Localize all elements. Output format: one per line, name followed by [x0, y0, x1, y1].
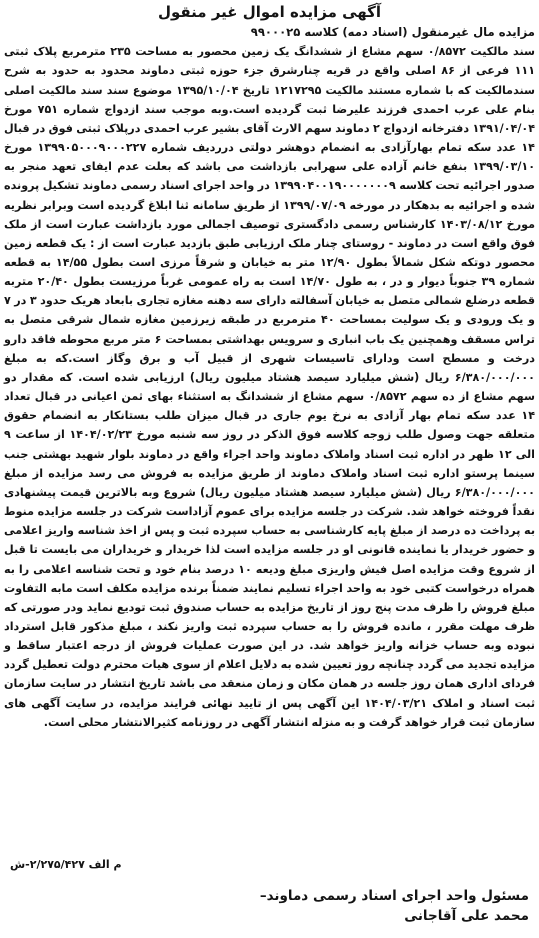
- notice-title: آگهی مزایده اموال غیر منقول: [157, 3, 382, 21]
- signature-title: مسئول واحد اجرای اسناد رسمی دماوند–: [259, 888, 529, 904]
- notice-footer: [4, 858, 535, 933]
- notice-body: سند مالکیت ۰/۸۵۷۲ سهم مشاع از ششدانگ یک زمین محصور به مساحت ۲۳۵ مترمربع پلاک ثبتی ۱۱۱ فرعی از ۸۶ اصلی واقع در قریه چنارشرق جزء حوزه ثبتی دماوند محدود به حدود به شرح سندمالکیت که با شماره مستند مالکیت ۱۲۱۷۲۹۵ تاریخ ۱۳۹۵/۱۰/۰۴ موضوع سند سند مالکیت اصلی بنام علی عرب احمدی فرزند علیرضا ثبت گردیده است.وبه موجب سند ازدواج شماره ۷۵۱ مورخ ۱۳۹۱/۰۴/۰۴ دفترخانه ازدواج ۲ دماوند سهم الارث آقای بشیر عرب احمدی درپلاک ثبتی فوق در قبال ۱۴ عدد سکه تمام بهارآزادی به انضمام دوهشر دولتی دررديف شماره ۱۳۹۹۰۵۰۰۰۹۰۰۰۲۲۷ مورخ ۱۳۹۹/۰۳/۱۰ بنفع خانم آزاده علی سهرابی بازداشت می باشد که بعلت عدم ایفای تعهد منجر به صدور اجرائیه تحت کلاسه ۱۳۹۹۰۴۰۰۱۹۰۰۰۰۰۰۰۹ در واحد اجرای اسناد رسمی دماوند تشکیل پرونده شده و اجرائیه به بدهکار در مورخه ۱۳۹۹/۰۷/۰۹ از طریق سامانه ثنا ابلاغ گردیده است وبرابر نظریه مورخ ۱۴۰۳/۰۸/۱۲ کارشناس رسمی دادگستری توصیف اجمالی مورد بازداشت عبارت است از ملک فوق واقع است در دماوند - روستای چنار ملک ارزیابی طبق بازدید عبارت است از : یک قطعه زمین محصور دوتکه شکل شمالاً بطول ۱۲/۹۰ متر به خیابان و شرقاً مرزی است بطول ۱۴/۵۵ به قطعه شماره ۳۹ جنوباً دیوار و در ، به طول ۱۴/۷۰ است به راه عمومی غرباً مرزیست بطول ۲۰/۴۰ متربه قطعه درضلع شمالی متصل به خیابان آسفالته دارای سه دهنه مغازه تجاری بابعاد هریک حدود ۳ در ۷ و یک ورودی و یک سولیت بمساحت ۴۰ مترمربع در طبقه زیرزمین مغازه شمال شرقی متصل به تراس مسقف وهمچنین یک باب انباری و سرویس بهداشتی بمساحت ۶ متر مربع محوطه فاقد دارو درخت و مسطح است ودارای تاسیسات شهری از قبیل آب و برق وگاز است.که به مبلغ ۶/۳۸۰/۰۰۰/۰۰۰ ریال (شش میلیارد سیصد هشتاد میلیون ریال) ارزیابی شده است. که مقدار دو سهم مشاع از ده سهم ۰/۸۵۷۲ سهم مشاع از ششدانگ به استثناء بهای ثمن اعیانی در قبال تعداد ۱۴ عدد سکه تمام بهار آزادی به نرخ یوم جاری در قبال میزان طلب بستانکار به انضمام حقوق متعلقه جهت وصول طلب زوجه کلاسه فوق الذکر در روز سه شنبه مورخ ۱۴۰۴/۰۲/۲۳ از ساعت ۹ الی ۱۲ ظهر در اداره ثبت اسناد واملاک دماوند واحد اجراء واقع در دماوند بلوار شهید بهشتی جنب سینما پرستو اداره ثبت اسناد واملاک دماوند از طریق مزایده به فروش می رسد مزایده از مبلغ ۶/۳۸۰/۰۰۰/۰۰۰ ریال (شش میلیارد سیصد هشتاد میلیون ریال) شروع وبه بالاترین قیمت پیشنهادی نقداً فروخته خواهد شد. شرکت در جلسه مزایده برای عموم آزاداست شرکت در جلسه مزایده منوط به پرداخت ده درصد از مبلغ پایه کارشناسی به حساب سپرده ثبت و پس از اخذ شناسه واریز اعلامی و حضور خریدار یا نماینده قانونی او در جلسه مزایده است لذا خریدار و خریداران می بایست تا قبل از شروع وقت مزایده اصل فیش واریزی مبلغ ودیعه ۱۰ درصد بنام خود و تحت شناسه اعلامی را به همراه درخواست کتبی خود به واحد اجراء تسلیم نمایند ضمناً برنده مزایده مکلف است مابه التفاوت مبلغ فروش را ظرف مدت پنج روز از تاریخ مزایده به حساب صندوق ثبت تودیع نماید ودر صورتی که ظرف مهلت مقرر ، مانده فروش را به حساب سپرده ثبت واریز نکند ، مبلغ مذکور قابل استرداد نبوده وبه حساب خزانه واریز خواهد شد. در این صورت عملیات فروش از درجه اعتبار ساقط و مزایده تجدید می گردد چنانچه روز تعیین شده به دلایل اعلام از سوی هیات محترم دولت تعطیل گردد فردای اداری همان روز جلسه در همان مکان و زمان منعقد می باشد تاریخ انتشار در سایت سازمان ثبت اسناد و املاک ۱۴۰۴/۰۳/۲۱ این آگهی پس از تایید نهائی فرایند مزایده، در سایت آگهی های سازمان ثبت قرار خواهد گرفت و به منزله انتشار آگهی در روزنامه کثیرالانتشار محلی است.: [4, 45, 536, 729]
- document-code: م الف ۲/۲۷۵/۴۲۷-ش: [10, 858, 122, 871]
- case-number-line: مزایده مال غیرمنقول (اسناد دمه) کلاسه ۹۹۰۰۰۲۵: [250, 25, 535, 39]
- signature-block: [260, 886, 529, 926]
- signature-name: محمد علی آقاجانی: [404, 908, 529, 924]
- auction-notice: [4, 3, 535, 935]
